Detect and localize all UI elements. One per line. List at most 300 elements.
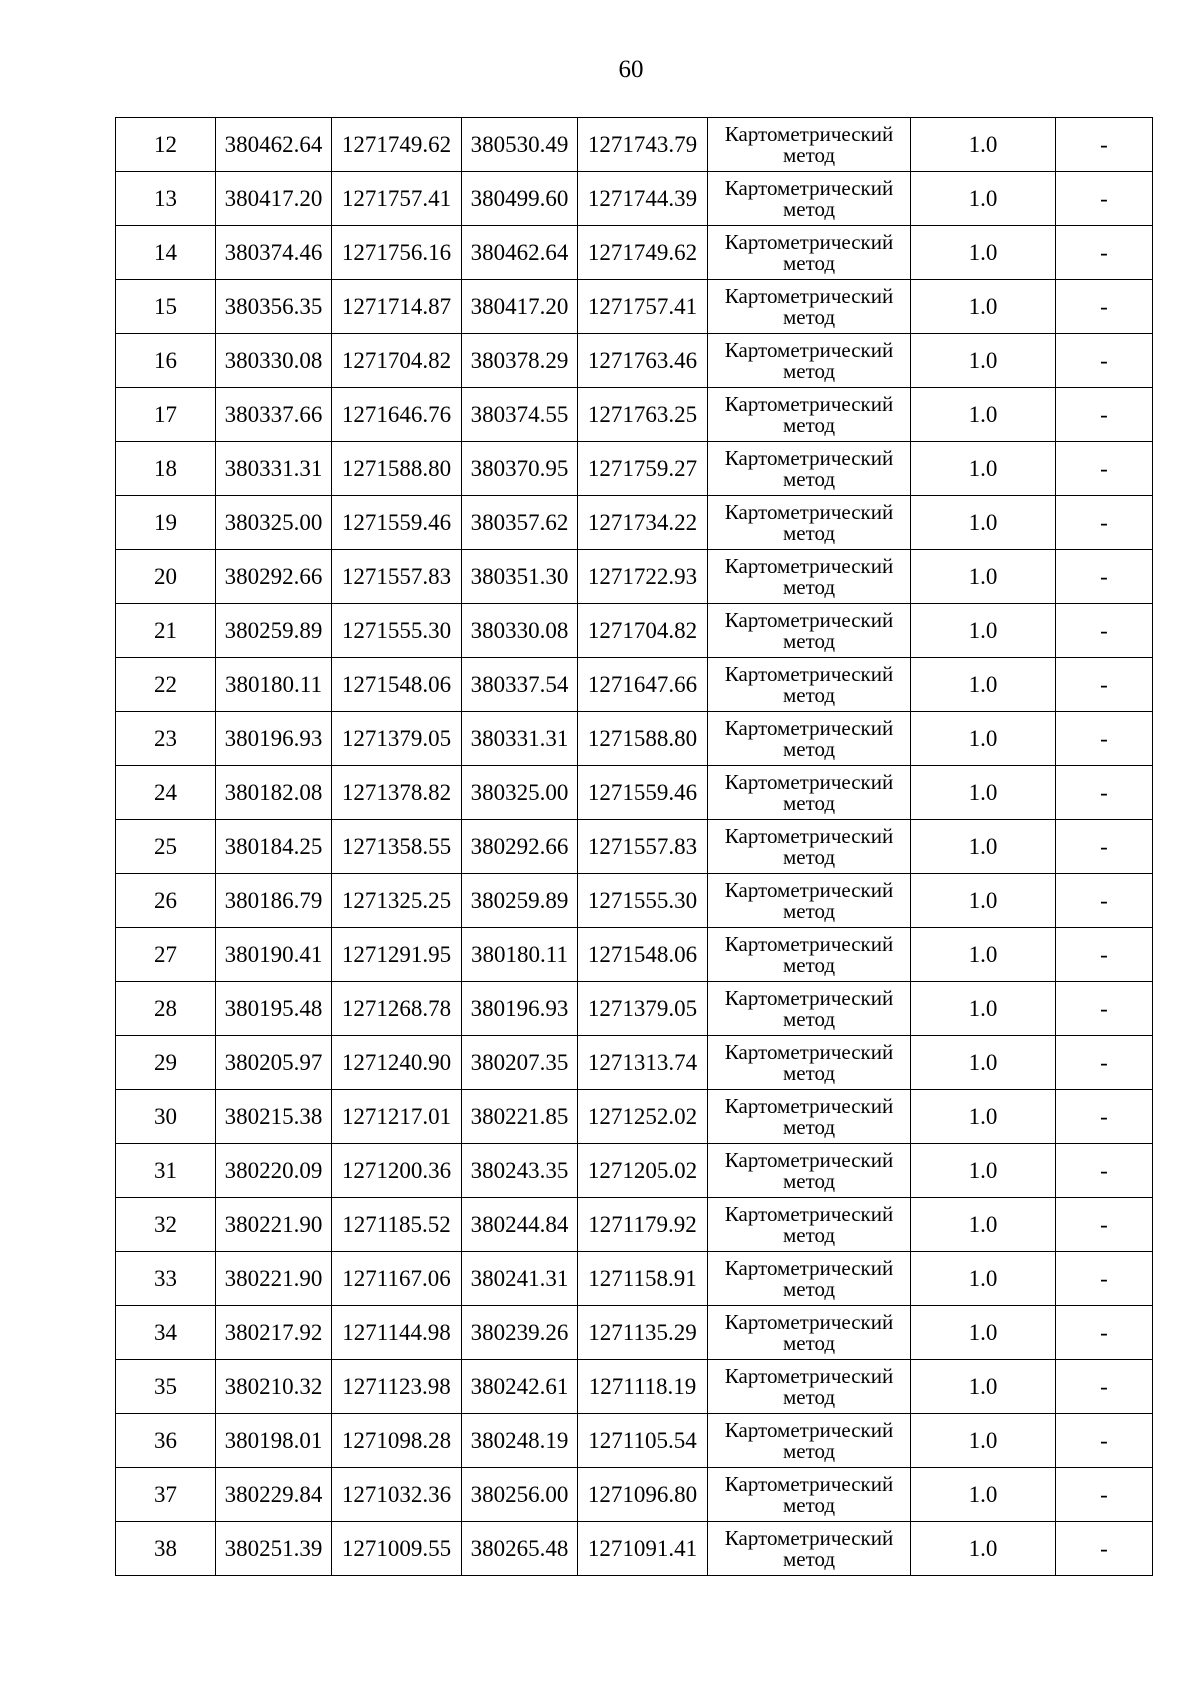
table-row bbox=[116, 1306, 1153, 1360]
method-cell bbox=[708, 442, 911, 496]
end-x-cell: 380248.19 bbox=[462, 1414, 578, 1468]
method-label: метод bbox=[782, 1438, 836, 1463]
end-x-cell: 380259.89 bbox=[462, 874, 578, 928]
method-cell bbox=[708, 118, 911, 172]
method-label: метод bbox=[782, 1222, 836, 1247]
method-cell bbox=[708, 982, 911, 1036]
point-number-cell: 26 bbox=[116, 874, 216, 928]
end-y-cell: 1271647.66 bbox=[578, 658, 708, 712]
note-cell: - bbox=[1056, 1090, 1153, 1144]
start-x-cell: 380217.92 bbox=[216, 1306, 332, 1360]
start-x-cell: 380330.08 bbox=[216, 334, 332, 388]
precision-cell: 1.0 bbox=[911, 604, 1056, 658]
end-x-cell: 380292.66 bbox=[462, 820, 578, 874]
precision-cell: 1.0 bbox=[911, 1036, 1056, 1090]
start-x-cell: 380220.09 bbox=[216, 1144, 332, 1198]
start-x-cell: 380195.48 bbox=[216, 982, 332, 1036]
method-label: Картометрический bbox=[724, 229, 894, 254]
point-number-cell: 17 bbox=[116, 388, 216, 442]
table-row bbox=[116, 820, 1153, 874]
method-cell bbox=[708, 280, 911, 334]
table-row bbox=[116, 928, 1153, 982]
end-x-cell: 380265.48 bbox=[462, 1522, 578, 1576]
precision-cell: 1.0 bbox=[911, 766, 1056, 820]
method-label: метод bbox=[782, 1114, 836, 1139]
page-number: 60 bbox=[618, 56, 644, 83]
point-number-cell: 14 bbox=[116, 226, 216, 280]
method-label: метод bbox=[782, 898, 836, 923]
table-row bbox=[116, 118, 1153, 172]
table-row bbox=[116, 1468, 1153, 1522]
method-label: Картометрический bbox=[724, 1255, 894, 1280]
start-x-cell: 380210.32 bbox=[216, 1360, 332, 1414]
method-label: Картометрический bbox=[724, 553, 894, 578]
start-y-cell: 1271714.87 bbox=[332, 280, 462, 334]
point-number-cell: 25 bbox=[116, 820, 216, 874]
point-number-cell: 21 bbox=[116, 604, 216, 658]
note-cell: - bbox=[1056, 334, 1153, 388]
start-x-cell: 380196.93 bbox=[216, 712, 332, 766]
method-cell bbox=[708, 712, 911, 766]
method-cell bbox=[708, 496, 911, 550]
end-x-cell: 380462.64 bbox=[462, 226, 578, 280]
precision-cell: 1.0 bbox=[911, 1306, 1056, 1360]
note-cell: - bbox=[1056, 442, 1153, 496]
method-cell bbox=[708, 1036, 911, 1090]
end-x-cell: 380207.35 bbox=[462, 1036, 578, 1090]
table-row bbox=[116, 712, 1153, 766]
table-row bbox=[116, 1090, 1153, 1144]
end-y-cell: 1271379.05 bbox=[578, 982, 708, 1036]
start-x-cell: 380417.20 bbox=[216, 172, 332, 226]
precision-cell: 1.0 bbox=[911, 1198, 1056, 1252]
end-x-cell: 380325.00 bbox=[462, 766, 578, 820]
start-x-cell: 380229.84 bbox=[216, 1468, 332, 1522]
method-label: метод bbox=[782, 142, 836, 167]
method-label: Картометрический bbox=[724, 445, 894, 470]
end-x-cell: 380351.30 bbox=[462, 550, 578, 604]
precision-cell: 1.0 bbox=[911, 118, 1056, 172]
end-x-cell: 380330.08 bbox=[462, 604, 578, 658]
method-label: метод bbox=[782, 628, 836, 653]
end-y-cell: 1271749.62 bbox=[578, 226, 708, 280]
end-x-cell: 380256.00 bbox=[462, 1468, 578, 1522]
method-cell bbox=[708, 1306, 911, 1360]
precision-cell: 1.0 bbox=[911, 1144, 1056, 1198]
method-cell bbox=[708, 1414, 911, 1468]
start-y-cell: 1271358.55 bbox=[332, 820, 462, 874]
start-x-cell: 380221.90 bbox=[216, 1198, 332, 1252]
point-number-cell: 30 bbox=[116, 1090, 216, 1144]
end-y-cell: 1271704.82 bbox=[578, 604, 708, 658]
start-x-cell: 380374.46 bbox=[216, 226, 332, 280]
end-y-cell: 1271548.06 bbox=[578, 928, 708, 982]
note-cell: - bbox=[1056, 1414, 1153, 1468]
start-x-cell: 380462.64 bbox=[216, 118, 332, 172]
start-y-cell: 1271557.83 bbox=[332, 550, 462, 604]
method-cell bbox=[708, 1468, 911, 1522]
point-number-cell: 37 bbox=[116, 1468, 216, 1522]
note-cell: - bbox=[1056, 658, 1153, 712]
method-label: Картометрический bbox=[724, 337, 894, 362]
method-cell bbox=[708, 172, 911, 226]
start-x-cell: 380190.41 bbox=[216, 928, 332, 982]
precision-cell: 1.0 bbox=[911, 658, 1056, 712]
method-label: Картометрический bbox=[724, 877, 894, 902]
method-label: Картометрический bbox=[724, 1093, 894, 1118]
method-label: метод bbox=[782, 412, 836, 437]
note-cell: - bbox=[1056, 1036, 1153, 1090]
point-number-cell: 18 bbox=[116, 442, 216, 496]
end-x-cell: 380374.55 bbox=[462, 388, 578, 442]
method-cell bbox=[708, 226, 911, 280]
method-label: метод bbox=[782, 736, 836, 761]
note-cell: - bbox=[1056, 172, 1153, 226]
note-cell: - bbox=[1056, 118, 1153, 172]
method-label: Картометрический bbox=[724, 661, 894, 686]
end-x-cell: 380370.95 bbox=[462, 442, 578, 496]
start-x-cell: 380325.00 bbox=[216, 496, 332, 550]
table-row bbox=[116, 496, 1153, 550]
table-row bbox=[116, 550, 1153, 604]
precision-cell: 1.0 bbox=[911, 226, 1056, 280]
note-cell: - bbox=[1056, 280, 1153, 334]
start-x-cell: 380182.08 bbox=[216, 766, 332, 820]
end-x-cell: 380241.31 bbox=[462, 1252, 578, 1306]
start-y-cell: 1271032.36 bbox=[332, 1468, 462, 1522]
precision-cell: 1.0 bbox=[911, 928, 1056, 982]
coordinates-table bbox=[115, 117, 1153, 1576]
start-x-cell: 380356.35 bbox=[216, 280, 332, 334]
method-cell bbox=[708, 874, 911, 928]
note-cell: - bbox=[1056, 496, 1153, 550]
note-cell: - bbox=[1056, 388, 1153, 442]
start-y-cell: 1271757.41 bbox=[332, 172, 462, 226]
start-x-cell: 380221.90 bbox=[216, 1252, 332, 1306]
end-x-cell: 380221.85 bbox=[462, 1090, 578, 1144]
table-row bbox=[116, 388, 1153, 442]
end-y-cell: 1271759.27 bbox=[578, 442, 708, 496]
end-y-cell: 1271763.46 bbox=[578, 334, 708, 388]
start-y-cell: 1271291.95 bbox=[332, 928, 462, 982]
table-row bbox=[116, 658, 1153, 712]
start-y-cell: 1271555.30 bbox=[332, 604, 462, 658]
method-label: метод bbox=[782, 304, 836, 329]
note-cell: - bbox=[1056, 820, 1153, 874]
end-y-cell: 1271105.54 bbox=[578, 1414, 708, 1468]
method-label: Картометрический bbox=[724, 121, 894, 146]
method-label: Картометрический bbox=[724, 823, 894, 848]
note-cell: - bbox=[1056, 874, 1153, 928]
note-cell: - bbox=[1056, 982, 1153, 1036]
end-y-cell: 1271557.83 bbox=[578, 820, 708, 874]
end-x-cell: 380378.29 bbox=[462, 334, 578, 388]
point-number-cell: 28 bbox=[116, 982, 216, 1036]
method-label: метод bbox=[782, 682, 836, 707]
method-label: Картометрический bbox=[724, 1147, 894, 1172]
end-y-cell: 1271096.80 bbox=[578, 1468, 708, 1522]
end-x-cell: 380180.11 bbox=[462, 928, 578, 982]
method-label: Картометрический bbox=[724, 175, 894, 200]
start-x-cell: 380251.39 bbox=[216, 1522, 332, 1576]
method-cell bbox=[708, 1360, 911, 1414]
start-y-cell: 1271559.46 bbox=[332, 496, 462, 550]
table-row bbox=[116, 172, 1153, 226]
method-label: Картометрический bbox=[724, 499, 894, 524]
method-label: Картометрический bbox=[724, 1363, 894, 1388]
note-cell: - bbox=[1056, 226, 1153, 280]
point-number-cell: 34 bbox=[116, 1306, 216, 1360]
method-cell bbox=[708, 1522, 911, 1576]
point-number-cell: 33 bbox=[116, 1252, 216, 1306]
start-y-cell: 1271200.36 bbox=[332, 1144, 462, 1198]
start-x-cell: 380184.25 bbox=[216, 820, 332, 874]
precision-cell: 1.0 bbox=[911, 1468, 1056, 1522]
point-number-cell: 38 bbox=[116, 1522, 216, 1576]
note-cell: - bbox=[1056, 1252, 1153, 1306]
start-x-cell: 380292.66 bbox=[216, 550, 332, 604]
end-x-cell: 380244.84 bbox=[462, 1198, 578, 1252]
method-label: Картометрический bbox=[724, 1471, 894, 1496]
method-label: метод bbox=[782, 952, 836, 977]
start-y-cell: 1271588.80 bbox=[332, 442, 462, 496]
method-label: метод bbox=[782, 358, 836, 383]
method-label: Картометрический bbox=[724, 607, 894, 632]
method-cell bbox=[708, 1252, 911, 1306]
end-y-cell: 1271252.02 bbox=[578, 1090, 708, 1144]
end-x-cell: 380530.49 bbox=[462, 118, 578, 172]
precision-cell: 1.0 bbox=[911, 442, 1056, 496]
start-x-cell: 380331.31 bbox=[216, 442, 332, 496]
method-label: Картометрический bbox=[724, 715, 894, 740]
precision-cell: 1.0 bbox=[911, 982, 1056, 1036]
method-label: Картометрический bbox=[724, 1525, 894, 1550]
point-number-cell: 15 bbox=[116, 280, 216, 334]
start-y-cell: 1271268.78 bbox=[332, 982, 462, 1036]
end-y-cell: 1271757.41 bbox=[578, 280, 708, 334]
end-y-cell: 1271158.91 bbox=[578, 1252, 708, 1306]
note-cell: - bbox=[1056, 1306, 1153, 1360]
end-y-cell: 1271734.22 bbox=[578, 496, 708, 550]
start-x-cell: 380198.01 bbox=[216, 1414, 332, 1468]
method-label: Картометрический bbox=[724, 283, 894, 308]
table-row bbox=[116, 982, 1153, 1036]
end-x-cell: 380243.35 bbox=[462, 1144, 578, 1198]
note-cell: - bbox=[1056, 928, 1153, 982]
end-y-cell: 1271205.02 bbox=[578, 1144, 708, 1198]
method-label: метод bbox=[782, 250, 836, 275]
start-y-cell: 1271378.82 bbox=[332, 766, 462, 820]
precision-cell: 1.0 bbox=[911, 1360, 1056, 1414]
note-cell: - bbox=[1056, 1144, 1153, 1198]
method-label: метод bbox=[782, 844, 836, 869]
method-label: метод bbox=[782, 1276, 836, 1301]
table-body bbox=[116, 118, 1153, 1576]
end-y-cell: 1271763.25 bbox=[578, 388, 708, 442]
table-row bbox=[116, 1144, 1153, 1198]
precision-cell: 1.0 bbox=[911, 874, 1056, 928]
note-cell: - bbox=[1056, 1360, 1153, 1414]
table-row bbox=[116, 1360, 1153, 1414]
note-cell: - bbox=[1056, 1468, 1153, 1522]
point-number-cell: 32 bbox=[116, 1198, 216, 1252]
method-label: метод bbox=[782, 1330, 836, 1355]
start-y-cell: 1271325.25 bbox=[332, 874, 462, 928]
method-label: метод bbox=[782, 1546, 836, 1571]
table-row bbox=[116, 1522, 1153, 1576]
point-number-cell: 23 bbox=[116, 712, 216, 766]
end-x-cell: 380242.61 bbox=[462, 1360, 578, 1414]
start-y-cell: 1271379.05 bbox=[332, 712, 462, 766]
table-row bbox=[116, 1036, 1153, 1090]
start-y-cell: 1271098.28 bbox=[332, 1414, 462, 1468]
note-cell: - bbox=[1056, 712, 1153, 766]
end-x-cell: 380196.93 bbox=[462, 982, 578, 1036]
start-x-cell: 380186.79 bbox=[216, 874, 332, 928]
end-y-cell: 1271135.29 bbox=[578, 1306, 708, 1360]
point-number-cell: 24 bbox=[116, 766, 216, 820]
point-number-cell: 16 bbox=[116, 334, 216, 388]
end-y-cell: 1271555.30 bbox=[578, 874, 708, 928]
end-y-cell: 1271722.93 bbox=[578, 550, 708, 604]
point-number-cell: 31 bbox=[116, 1144, 216, 1198]
start-y-cell: 1271704.82 bbox=[332, 334, 462, 388]
method-cell bbox=[708, 1198, 911, 1252]
method-label: метод bbox=[782, 790, 836, 815]
table-row bbox=[116, 874, 1153, 928]
start-y-cell: 1271167.06 bbox=[332, 1252, 462, 1306]
point-number-cell: 22 bbox=[116, 658, 216, 712]
point-number-cell: 35 bbox=[116, 1360, 216, 1414]
end-x-cell: 380337.54 bbox=[462, 658, 578, 712]
end-y-cell: 1271744.39 bbox=[578, 172, 708, 226]
method-label: Картометрический bbox=[724, 931, 894, 956]
end-x-cell: 380417.20 bbox=[462, 280, 578, 334]
start-y-cell: 1271756.16 bbox=[332, 226, 462, 280]
method-label: метод bbox=[782, 574, 836, 599]
method-cell bbox=[708, 1144, 911, 1198]
note-cell: - bbox=[1056, 1198, 1153, 1252]
method-label: метод bbox=[782, 1168, 836, 1193]
note-cell: - bbox=[1056, 766, 1153, 820]
precision-cell: 1.0 bbox=[911, 1090, 1056, 1144]
end-y-cell: 1271743.79 bbox=[578, 118, 708, 172]
point-number-cell: 12 bbox=[116, 118, 216, 172]
table-row bbox=[116, 334, 1153, 388]
table-row bbox=[116, 1198, 1153, 1252]
point-number-cell: 13 bbox=[116, 172, 216, 226]
end-y-cell: 1271559.46 bbox=[578, 766, 708, 820]
precision-cell: 1.0 bbox=[911, 1414, 1056, 1468]
precision-cell: 1.0 bbox=[911, 334, 1056, 388]
point-number-cell: 27 bbox=[116, 928, 216, 982]
method-label: Картометрический bbox=[724, 769, 894, 794]
method-label: метод bbox=[782, 1384, 836, 1409]
start-x-cell: 380337.66 bbox=[216, 388, 332, 442]
end-x-cell: 380499.60 bbox=[462, 172, 578, 226]
method-label: Картометрический bbox=[724, 1309, 894, 1334]
precision-cell: 1.0 bbox=[911, 496, 1056, 550]
precision-cell: 1.0 bbox=[911, 1252, 1056, 1306]
method-cell bbox=[708, 1090, 911, 1144]
note-cell: - bbox=[1056, 604, 1153, 658]
precision-cell: 1.0 bbox=[911, 820, 1056, 874]
note-cell: - bbox=[1056, 550, 1153, 604]
precision-cell: 1.0 bbox=[911, 172, 1056, 226]
table-row bbox=[116, 442, 1153, 496]
method-label: метод bbox=[782, 466, 836, 491]
method-cell bbox=[708, 766, 911, 820]
table-row bbox=[116, 280, 1153, 334]
method-label: Картометрический bbox=[724, 1201, 894, 1226]
start-y-cell: 1271646.76 bbox=[332, 388, 462, 442]
method-label: Картометрический bbox=[724, 1417, 894, 1442]
start-y-cell: 1271217.01 bbox=[332, 1090, 462, 1144]
start-x-cell: 380215.38 bbox=[216, 1090, 332, 1144]
method-label: Картометрический bbox=[724, 391, 894, 416]
start-x-cell: 380259.89 bbox=[216, 604, 332, 658]
end-y-cell: 1271588.80 bbox=[578, 712, 708, 766]
point-number-cell: 29 bbox=[116, 1036, 216, 1090]
point-number-cell: 19 bbox=[116, 496, 216, 550]
method-cell bbox=[708, 820, 911, 874]
method-label: Картометрический bbox=[724, 985, 894, 1010]
start-x-cell: 380205.97 bbox=[216, 1036, 332, 1090]
method-label: метод bbox=[782, 1060, 836, 1085]
method-cell bbox=[708, 550, 911, 604]
start-x-cell: 380180.11 bbox=[216, 658, 332, 712]
table-row bbox=[116, 1252, 1153, 1306]
end-x-cell: 380239.26 bbox=[462, 1306, 578, 1360]
table-row bbox=[116, 1414, 1153, 1468]
start-y-cell: 1271123.98 bbox=[332, 1360, 462, 1414]
method-label: Картометрический bbox=[724, 1039, 894, 1064]
start-y-cell: 1271548.06 bbox=[332, 658, 462, 712]
precision-cell: 1.0 bbox=[911, 388, 1056, 442]
method-cell bbox=[708, 388, 911, 442]
precision-cell: 1.0 bbox=[911, 712, 1056, 766]
table-row bbox=[116, 766, 1153, 820]
precision-cell: 1.0 bbox=[911, 280, 1056, 334]
note-cell: - bbox=[1056, 1522, 1153, 1576]
method-cell bbox=[708, 658, 911, 712]
method-label: метод bbox=[782, 520, 836, 545]
end-y-cell: 1271091.41 bbox=[578, 1522, 708, 1576]
end-y-cell: 1271179.92 bbox=[578, 1198, 708, 1252]
method-label: метод bbox=[782, 1492, 836, 1517]
method-label: метод bbox=[782, 1006, 836, 1031]
start-y-cell: 1271144.98 bbox=[332, 1306, 462, 1360]
end-y-cell: 1271313.74 bbox=[578, 1036, 708, 1090]
start-y-cell: 1271185.52 bbox=[332, 1198, 462, 1252]
table-row bbox=[116, 226, 1153, 280]
table-row bbox=[116, 604, 1153, 658]
start-y-cell: 1271749.62 bbox=[332, 118, 462, 172]
end-x-cell: 380331.31 bbox=[462, 712, 578, 766]
method-label: метод bbox=[782, 196, 836, 221]
point-number-cell: 20 bbox=[116, 550, 216, 604]
end-x-cell: 380357.62 bbox=[462, 496, 578, 550]
method-cell bbox=[708, 604, 911, 658]
method-cell bbox=[708, 334, 911, 388]
start-y-cell: 1271009.55 bbox=[332, 1522, 462, 1576]
end-y-cell: 1271118.19 bbox=[578, 1360, 708, 1414]
precision-cell: 1.0 bbox=[911, 1522, 1056, 1576]
precision-cell: 1.0 bbox=[911, 550, 1056, 604]
start-y-cell: 1271240.90 bbox=[332, 1036, 462, 1090]
point-number-cell: 36 bbox=[116, 1414, 216, 1468]
method-cell bbox=[708, 928, 911, 982]
